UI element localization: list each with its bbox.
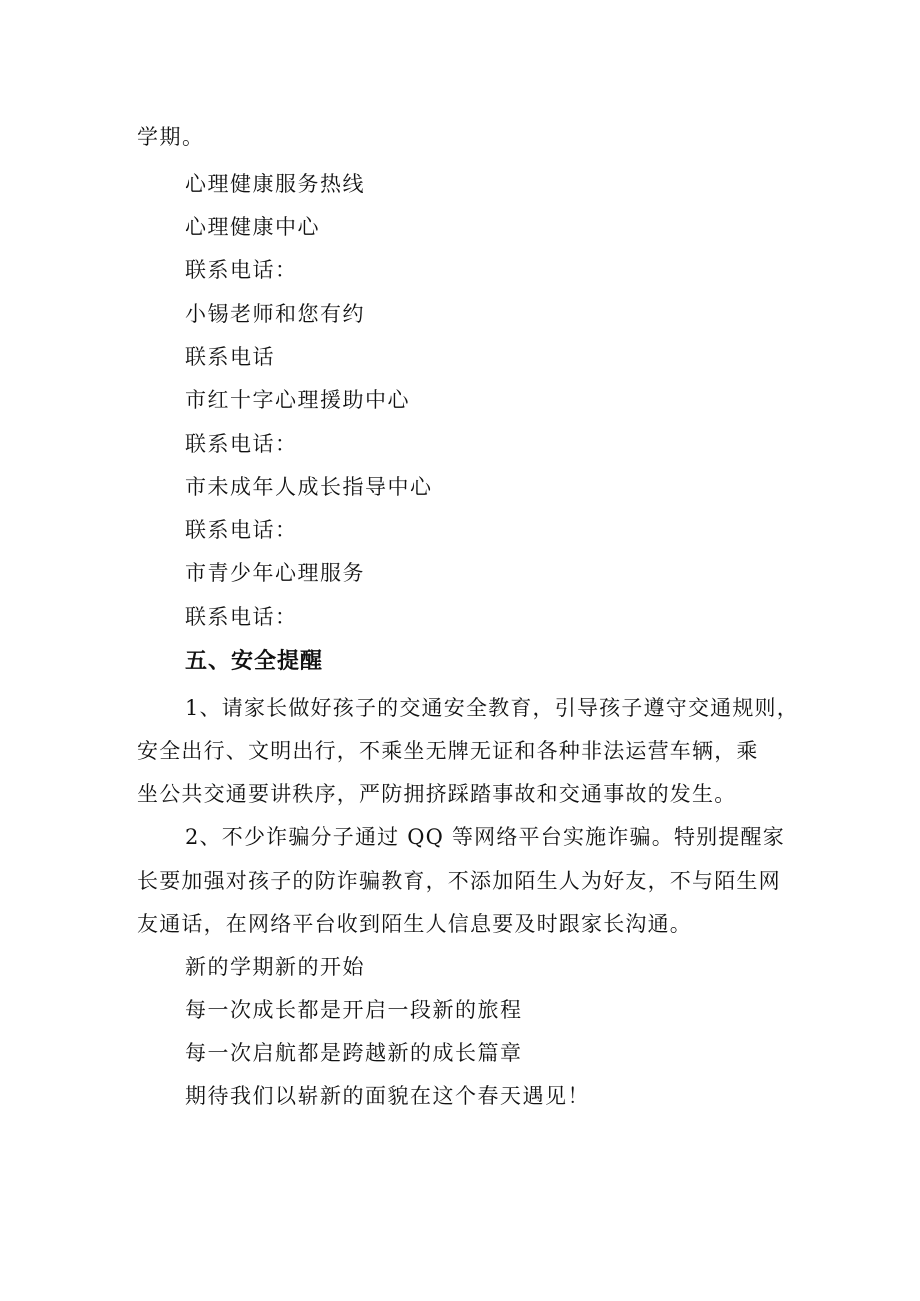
hotline-org: 心理健康中心: [185, 215, 320, 239]
closing-line: 每一次成长都是开启一段新的旅程: [185, 998, 523, 1022]
paragraph-line: 1、请家长做好孩子的交通安全教育，引导孩子遵守交通规则，: [185, 696, 799, 720]
hotline-phone-label: 联系电话: [185, 345, 275, 369]
text-line: 学期。: [137, 125, 205, 149]
closing-line: 每一次启航都是跨越新的成长篇章: [185, 1041, 523, 1065]
hotline-phone-label: 联系电话：: [185, 258, 298, 282]
hotline-phone-label: 联系电话：: [185, 605, 298, 629]
hotline-org: 市红十字心理援助中心: [185, 388, 410, 412]
hotline-org: 市青少年心理服务: [185, 561, 365, 585]
closing-line: 期待我们以崭新的面貌在这个春天遇见！: [185, 1084, 590, 1108]
paragraph-line: 友通话，在网络平台收到陌生人信息要及时跟家长沟通。: [137, 912, 692, 936]
paragraph-line: 长要加强对孩子的防诈骗教育，不添加陌生人为好友，不与陌生网: [137, 869, 781, 893]
hotline-org: 小锡老师和您有约: [185, 302, 365, 326]
paragraph-line: 2、不少诈骗分子通过 QQ 等网络平台实施诈骗。特别提醒家: [185, 825, 785, 849]
hotline-org: 市未成年人成长指导中心: [185, 475, 433, 499]
hotline-phone-label: 联系电话：: [185, 518, 298, 542]
closing-line: 新的学期新的开始: [185, 955, 365, 979]
hotline-phone-label: 联系电话：: [185, 432, 298, 456]
paragraph-line: 安全出行、文明出行，不乘坐无牌无证和各种非法运营车辆，乘: [137, 739, 759, 763]
section-heading: 五、安全提醒: [185, 649, 324, 674]
paragraph-line: 坐公共交通要讲秩序，严防拥挤踩踏事故和交通事故的发生。: [137, 782, 737, 806]
hotline-title: 心理健康服务热线: [185, 172, 365, 196]
